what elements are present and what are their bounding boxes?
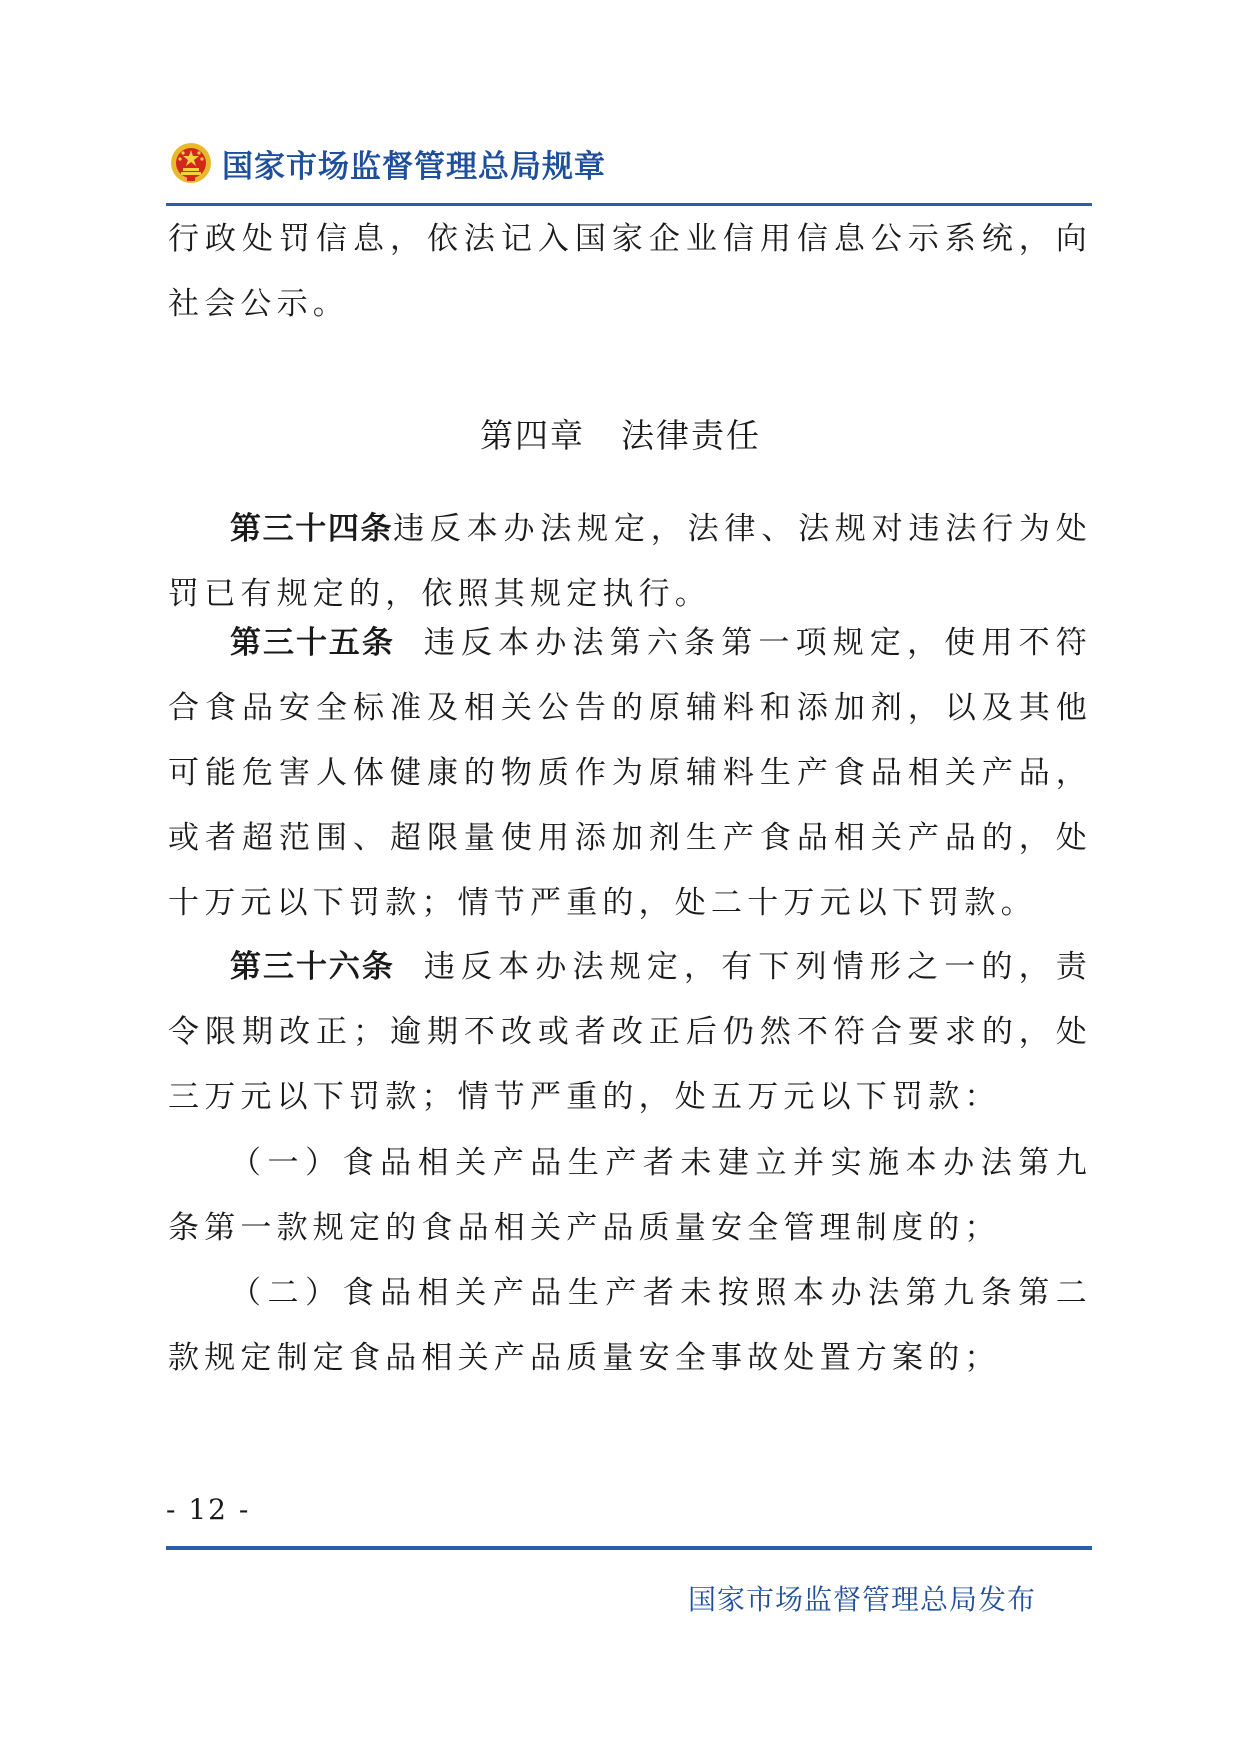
national-emblem-icon [170,142,212,184]
article-title: 第三十六条 [230,949,395,985]
article-text: 违反本办法规定，有下列情形之一的，责令限期改正；逾期不改或者改正后仍然不符合要求的，处三万元以下罚款；情节严重的，处五万元以下罚款： [168,949,1092,1115]
header-title: 国家市场监督管理总局规章 [222,148,606,185]
chapter-title: 法律责任 [621,416,761,455]
chapter-number: 第四章 [480,416,585,455]
page-header [170,138,606,188]
article-text: 违反本办法第六条第一项规定，使用不符合食品安全标准及相关公告的原辅料和添加剂，以及其他可能危害人体健康的物质作为原辅料生产食品相关产品，或者超范围、超限量使用添加剂生产食品相关产品的，处十万元以下罚款；情节严重的，处二十万元以下罚款。 [168,625,1092,921]
article-text: 违反本办法规定，法律、法规对违法行为处罚已有规定的，依照其规定执行。 [168,511,1092,612]
article-title: 第三十四条 [230,511,394,547]
continuation-paragraph: 行政处罚信息，依法记入国家企业信用信息公示系统，向社会公示。 [168,221,1092,322]
article-35 [168,611,1092,936]
article-36 [168,935,1092,1130]
list-item-2: （二）食品相关产品生产者未按照本办法第九条第二款规定制定食品相关产品质量安全事故处置方案的； [168,1275,1092,1376]
list-item-1: （一）食品相关产品生产者未建立并实施本办法第九条第一款规定的食品相关产品质量安全管理制度的； [168,1145,1092,1246]
article-34 [168,497,1092,627]
footer-divider [166,1546,1092,1550]
footer-publisher: 国家市场监督管理总局发布 [688,1583,1037,1616]
page-number: - 12 - [166,1493,251,1526]
chapter-heading [0,410,1241,457]
header-divider [166,203,1092,206]
article-title: 第三十五条 [230,625,395,661]
